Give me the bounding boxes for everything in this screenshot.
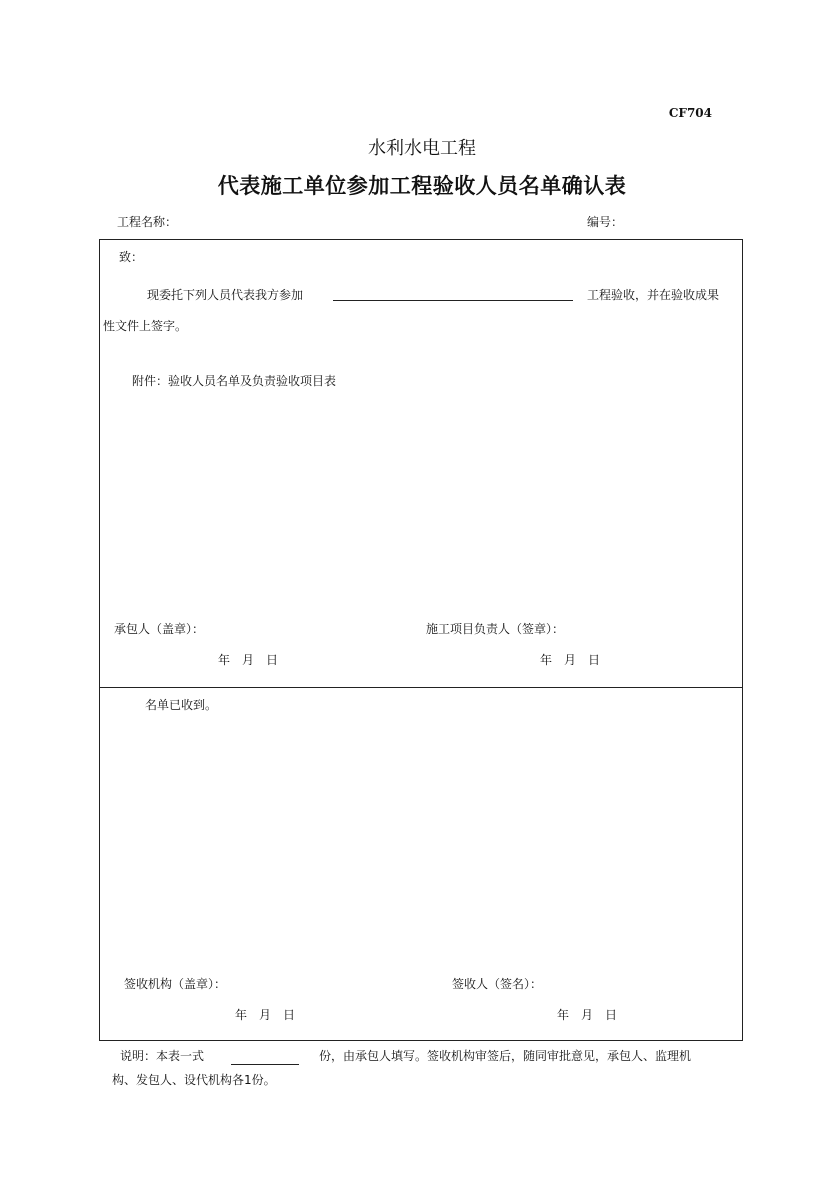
date-right-2: 年 月 日 [557, 1008, 618, 1022]
note-text-1: 说明：本表一式 [120, 1049, 205, 1063]
attachment-note: 附件：验收人员名单及负责验收项目表 [132, 374, 337, 388]
received-text: 名单已收到。 [145, 698, 218, 712]
note-text-3: 构、发包人、设代机构各1份。 [112, 1073, 276, 1087]
project-name-label: 工程名称： [117, 215, 178, 229]
page-title: 代表施工单位参加工程验收人员名单确认表 [217, 174, 627, 198]
delegation-text-2: 工程验收，并在验收成果 [587, 288, 720, 302]
receiver-sign-label: 签收人（签名）： [452, 977, 543, 991]
receiving-org-seal-label: 签收机构（盖章）： [124, 977, 227, 991]
salutation: 致： [119, 250, 144, 264]
project-manager-sign-label: 施工项目负责人（签章）： [426, 622, 565, 636]
form-code: CF704 [668, 106, 712, 120]
number-label: 编号： [587, 215, 624, 229]
date-left-1: 年 月 日 [218, 653, 279, 667]
copies-blank-line[interactable] [231, 1064, 299, 1065]
note-text-2: 份，由承包人填写。签收机构审签后，随同审批意见，承包人、监理机 [319, 1049, 692, 1063]
form-table [99, 239, 743, 1041]
date-right-1: 年 月 日 [540, 653, 601, 667]
contractor-seal-label: 承包人（盖章）： [114, 622, 205, 636]
title-line1: 水利水电工程 [368, 138, 476, 159]
section-divider [99, 687, 743, 688]
delegation-text-1: 现委托下列人员代表我方参加 [147, 288, 304, 302]
delegation-text-3: 性文件上签字。 [103, 319, 188, 333]
date-left-2: 年 月 日 [235, 1008, 296, 1022]
project-blank-line[interactable] [333, 300, 573, 301]
